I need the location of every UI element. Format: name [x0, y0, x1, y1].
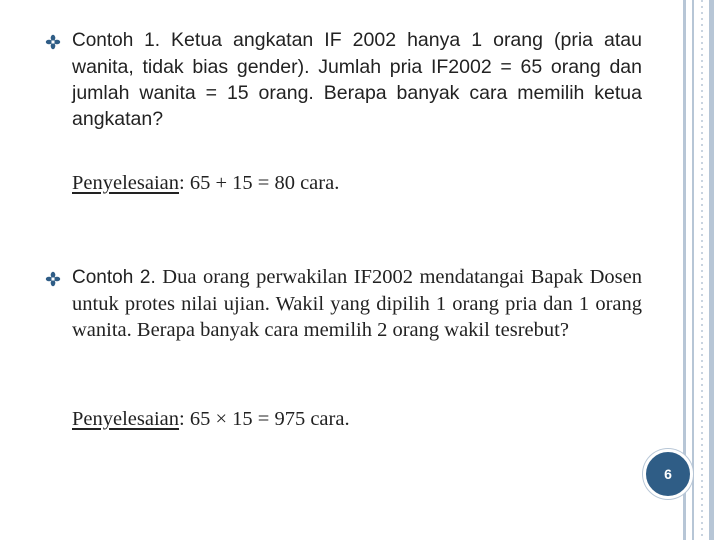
four-petal-bullet-icon [45, 271, 61, 287]
decorative-rail-middle [692, 0, 694, 540]
example-2-solution [72, 406, 350, 432]
example-2-text [72, 264, 642, 343]
example-1-solution-text: : 65 + 15 = 80 cara. [179, 172, 340, 194]
example-1-body: Ketua angkatan IF 2002 hanya 1 orang (pria atau wanita, tidak bias gender). Jumlah pria IF2002 = 65 orang dan jumlah wanita = 15 orang. Berapa banyak cara memilih ketua angkatan? [72, 29, 642, 130]
example-2-solution-label: Penyelesaian [72, 408, 180, 430]
decorative-rail-right [709, 0, 714, 540]
example-1-solution-label: Penyelesaian [72, 172, 180, 194]
example-2-solution-text: : 65 × 15 = 975 cara. [179, 408, 350, 430]
example-1-solution [72, 170, 339, 196]
example-1-lead: Contoh 1. [72, 30, 161, 51]
example-2-body: Dua orang perwakilan IF2002 mendatangai Bapak Dosen untuk protes nilai ujian. Wakil yang dipilih 1 orang pria dan 1 orang wanita. Berapa banyak cara memilih 2 orang wakil tesrebut? [72, 266, 642, 341]
four-petal-bullet-icon [45, 34, 61, 50]
page-number-badge: 6 [643, 449, 693, 499]
example-1-text [72, 27, 642, 132]
example-2-lead: Contoh 2. [72, 267, 156, 288]
decorative-dotted-rail [695, 0, 709, 540]
